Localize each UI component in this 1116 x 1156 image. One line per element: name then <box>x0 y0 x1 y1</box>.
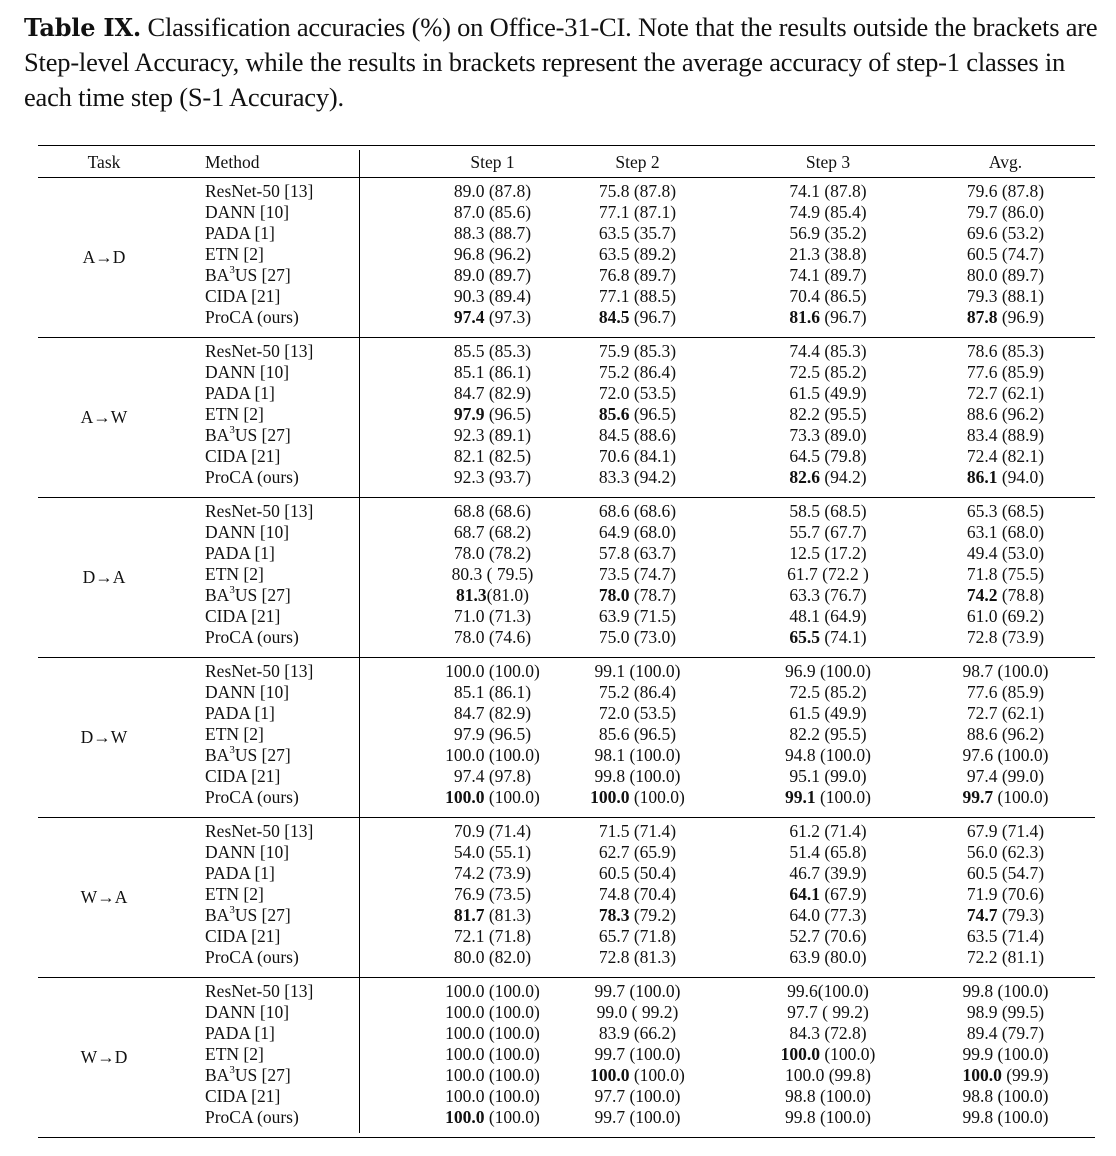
accuracy-cell-s3: 74.1 (87.8) <box>789 181 867 201</box>
accuracy-cell-avg: 98.9 (99.5) <box>966 1002 1045 1022</box>
method-name: PADA [1] <box>205 223 275 243</box>
header-task: Task <box>87 152 121 172</box>
accuracy-cell-avg: 69.6 (53.2) <box>966 223 1045 243</box>
table-row <box>38 1086 1095 1107</box>
accuracy-cell-s3: 65.5 (74.1) <box>789 627 867 647</box>
method-name: CIDA [21] <box>205 446 281 466</box>
table-row <box>38 703 1095 724</box>
task-group <box>38 818 1095 978</box>
table-row <box>38 682 1095 703</box>
method-name: ETN [2] <box>205 564 264 584</box>
accuracy-cell-s1: 54.0 (55.1) <box>453 842 532 862</box>
accuracy-cell-avg: 79.7 (86.0) <box>966 202 1045 222</box>
accuracy-cell-s3: 51.4 (65.8) <box>789 842 867 862</box>
accuracy-cell-s2: 65.7 (71.8) <box>598 926 677 946</box>
table-row <box>38 1107 1095 1128</box>
accuracy-cell-avg: 61.0 (69.2) <box>966 606 1045 626</box>
accuracy-cell-avg: 99.7 (100.0) <box>962 787 1049 807</box>
accuracy-cell-s2: 75.8 (87.8) <box>598 181 677 201</box>
accuracy-cell-avg: 78.6 (85.3) <box>966 341 1045 361</box>
method-name: ProCA (ours) <box>205 467 299 487</box>
table-row <box>38 884 1095 905</box>
accuracy-cell-s2: 74.8 (70.4) <box>598 884 677 904</box>
table-row <box>38 1023 1095 1044</box>
method-name: ProCA (ours) <box>205 787 299 807</box>
accuracy-cell-avg: 72.8 (73.9) <box>966 627 1045 647</box>
method-name: ResNet-50 [13] <box>205 181 314 201</box>
accuracy-cell-s3: 61.2 (71.4) <box>789 821 867 841</box>
accuracy-cell-s2: 63.5 (89.2) <box>598 244 677 264</box>
accuracy-cell-s2: 83.9 (66.2) <box>598 1023 677 1043</box>
table-row <box>38 446 1095 467</box>
accuracy-cell-s3: 94.8 (100.0) <box>784 745 872 765</box>
accuracy-cell-s2: 75.2 (86.4) <box>598 362 677 382</box>
accuracy-cell-s1: 71.0 (71.3) <box>453 606 532 626</box>
table-row <box>38 661 1095 682</box>
accuracy-cell-avg: 97.6 (100.0) <box>962 745 1049 765</box>
accuracy-cell-s1: 80.3 ( 79.5) <box>451 564 534 584</box>
accuracy-cell-avg: 87.8 (96.9) <box>966 307 1045 327</box>
accuracy-cell-s2: 71.5 (71.4) <box>598 821 677 841</box>
accuracy-cell-s3: 99.1 (100.0) <box>784 787 872 807</box>
accuracy-cell-s1: 72.1 (71.8) <box>453 926 532 946</box>
task-label: A→D <box>82 247 126 267</box>
accuracy-cell-avg: 49.4 (53.0) <box>966 543 1045 563</box>
method-name: CIDA [21] <box>205 766 281 786</box>
method-name: ETN [2] <box>205 724 264 744</box>
table-row <box>38 543 1095 564</box>
method-name: ProCA (ours) <box>205 1107 299 1127</box>
accuracy-cell-s2: 62.7 (65.9) <box>598 842 677 862</box>
method-name: ResNet-50 [13] <box>205 341 314 361</box>
table-row <box>38 307 1095 328</box>
method-name: CIDA [21] <box>205 286 281 306</box>
accuracy-cell-s1: 70.9 (71.4) <box>453 821 532 841</box>
task-label: A→W <box>80 407 128 427</box>
accuracy-cell-s3: 99.8 (100.0) <box>784 1107 872 1127</box>
accuracy-cell-s1: 76.9 (73.5) <box>453 884 532 904</box>
accuracy-cell-s1: 68.7 (68.2) <box>453 522 532 542</box>
accuracy-cell-s1: 100.0 (100.0) <box>445 981 540 1001</box>
accuracy-cell-s2: 75.9 (85.3) <box>598 341 677 361</box>
accuracy-cell-avg: 74.2 (78.8) <box>966 585 1045 605</box>
accuracy-cell-avg: 89.4 (79.7) <box>966 1023 1045 1043</box>
accuracy-cell-s3: 97.7 ( 99.2) <box>787 1002 869 1022</box>
method-name: $BA^3US$ [27] <box>205 1064 291 1085</box>
task-label: W→D <box>80 1047 128 1067</box>
accuracy-cell-s2: 72.0 (53.5) <box>598 703 677 723</box>
accuracy-cell-avg: 98.7 (100.0) <box>962 661 1049 681</box>
method-name: $BA^3US$ [27] <box>205 904 291 925</box>
method-name: ResNet-50 [13] <box>205 661 314 681</box>
accuracy-cell-avg: 98.8 (100.0) <box>962 1086 1049 1106</box>
accuracy-cell-s2: 100.0 (100.0) <box>590 787 685 807</box>
accuracy-cell-s2: 85.6 (96.5) <box>598 724 677 744</box>
accuracy-cell-s2: 99.7 (100.0) <box>594 1044 681 1064</box>
accuracy-cell-s2: 97.7 (100.0) <box>594 1086 681 1106</box>
task-group <box>38 498 1095 658</box>
accuracy-cell-s1: 96.8 (96.2) <box>453 244 532 264</box>
table-row <box>38 981 1095 1002</box>
method-name: DANN [10] <box>205 202 290 222</box>
accuracy-cell-s3: 52.7 (70.6) <box>789 926 867 946</box>
table-row <box>38 425 1095 446</box>
method-name: PADA [1] <box>205 703 275 723</box>
accuracy-cell-avg: 74.7 (79.3) <box>966 905 1045 925</box>
accuracy-cell-s1: 100.0 (100.0) <box>445 661 540 681</box>
accuracy-cell-s3: 84.3 (72.8) <box>789 1023 867 1043</box>
caption-label: Table IX. <box>24 13 142 42</box>
method-name: ProCA (ours) <box>205 307 299 327</box>
accuracy-cell-s2: 75.0 (73.0) <box>598 627 677 647</box>
accuracy-cell-s1: 84.7 (82.9) <box>453 703 532 723</box>
accuracy-cell-s1: 89.0 (87.8) <box>453 181 532 201</box>
accuracy-cell-s1: 74.2 (73.9) <box>453 863 532 883</box>
method-name: ResNet-50 [13] <box>205 981 314 1001</box>
accuracy-cell-s3: 70.4 (86.5) <box>789 286 867 306</box>
accuracy-cell-s3: 100.0 (99.8) <box>784 1065 872 1085</box>
accuracy-cell-avg: 100.0 (99.9) <box>962 1065 1049 1085</box>
accuracy-cell-s1: 82.1 (82.5) <box>453 446 532 466</box>
table-row <box>38 564 1095 585</box>
accuracy-cell-s2: 72.0 (53.5) <box>598 383 677 403</box>
task-group <box>38 338 1095 498</box>
accuracy-cell-s1: 100.0 (100.0) <box>445 1086 540 1106</box>
accuracy-cell-s3: 82.2 (95.5) <box>789 724 867 744</box>
accuracy-cell-s3: 99.6(100.0) <box>787 981 869 1001</box>
table-row <box>38 181 1095 202</box>
method-name: DANN [10] <box>205 842 290 862</box>
table-row <box>38 745 1095 766</box>
accuracy-cell-s1: 90.3 (89.4) <box>453 286 532 306</box>
accuracy-cell-s2: 98.1 (100.0) <box>594 745 681 765</box>
accuracy-cell-avg: 86.1 (94.0) <box>966 467 1045 487</box>
accuracy-cell-s2: 78.3 (79.2) <box>598 905 677 925</box>
accuracy-cell-s2: 76.8 (89.7) <box>598 265 677 285</box>
method-name: ProCA (ours) <box>205 947 299 967</box>
results-table <box>38 145 1095 1138</box>
accuracy-cell-avg: 63.1 (68.0) <box>966 522 1045 542</box>
method-name: $BA^3US$ [27] <box>205 584 291 605</box>
accuracy-cell-s2: 72.8 (81.3) <box>598 947 677 967</box>
accuracy-cell-avg: 60.5 (54.7) <box>966 863 1045 883</box>
accuracy-cell-s1: 85.5 (85.3) <box>453 341 532 361</box>
method-name: PADA [1] <box>205 1023 275 1043</box>
table-row <box>38 821 1095 842</box>
task-group <box>38 978 1095 1137</box>
table-row <box>38 383 1095 404</box>
method-name: ResNet-50 [13] <box>205 501 314 521</box>
method-name: DANN [10] <box>205 522 290 542</box>
table-row <box>38 724 1095 745</box>
accuracy-cell-avg: 88.6 (96.2) <box>966 404 1045 424</box>
accuracy-cell-s2: 78.0 (78.7) <box>598 585 677 605</box>
accuracy-cell-s2: 64.9 (68.0) <box>598 522 677 542</box>
accuracy-cell-s3: 63.9 (80.0) <box>789 947 867 967</box>
accuracy-cell-s3: 48.1 (64.9) <box>789 606 867 626</box>
accuracy-cell-avg: 60.5 (74.7) <box>966 244 1045 264</box>
accuracy-cell-s2: 63.9 (71.5) <box>598 606 677 626</box>
accuracy-cell-avg: 65.3 (68.5) <box>966 501 1045 521</box>
table-row <box>38 947 1095 968</box>
accuracy-cell-s1: 100.0 (100.0) <box>445 1044 540 1064</box>
accuracy-cell-avg: 99.9 (100.0) <box>962 1044 1049 1064</box>
accuracy-cell-s3: 61.5 (49.9) <box>789 383 867 403</box>
accuracy-cell-s2: 99.8 (100.0) <box>594 766 681 786</box>
accuracy-cell-s2: 60.5 (50.4) <box>598 863 677 883</box>
table-caption <box>24 10 1112 115</box>
accuracy-cell-s3: 58.5 (68.5) <box>789 501 867 521</box>
accuracy-cell-avg: 71.8 (75.5) <box>966 564 1045 584</box>
table-row <box>38 905 1095 926</box>
accuracy-cell-s2: 75.2 (86.4) <box>598 682 677 702</box>
accuracy-cell-s1: 78.0 (78.2) <box>453 543 532 563</box>
accuracy-cell-avg: 97.4 (99.0) <box>966 766 1045 786</box>
accuracy-cell-s2: 83.3 (94.2) <box>598 467 677 487</box>
accuracy-cell-s2: 77.1 (87.1) <box>598 202 677 222</box>
accuracy-cell-s3: 21.3 (38.8) <box>789 244 867 264</box>
accuracy-cell-s2: 77.1 (88.5) <box>598 286 677 306</box>
table-row <box>38 244 1095 265</box>
method-name: CIDA [21] <box>205 926 281 946</box>
table-row <box>38 362 1095 383</box>
accuracy-cell-s1: 80.0 (82.0) <box>453 947 532 967</box>
table-row <box>38 1002 1095 1023</box>
table-row <box>38 501 1095 522</box>
accuracy-cell-avg: 72.2 (81.1) <box>966 947 1045 967</box>
accuracy-cell-s1: 100.0 (100.0) <box>445 1023 540 1043</box>
accuracy-cell-s3: 64.5 (79.8) <box>789 446 867 466</box>
accuracy-cell-s2: 57.8 (63.7) <box>598 543 677 563</box>
method-name: ETN [2] <box>205 884 264 904</box>
accuracy-cell-avg: 63.5 (71.4) <box>966 926 1045 946</box>
accuracy-cell-s1: 88.3 (88.7) <box>453 223 532 243</box>
table-row <box>38 522 1095 543</box>
table-row <box>38 787 1095 808</box>
accuracy-cell-s3: 74.9 (85.4) <box>789 202 867 222</box>
table-header <box>38 146 1095 178</box>
method-name: ETN [2] <box>205 404 264 424</box>
method-name: PADA [1] <box>205 863 275 883</box>
accuracy-cell-s2: 100.0 (100.0) <box>590 1065 685 1085</box>
table-row <box>38 627 1095 648</box>
accuracy-cell-s3: 46.7 (39.9) <box>789 863 867 883</box>
task-label: D→W <box>80 727 128 747</box>
accuracy-cell-s1: 85.1 (86.1) <box>453 362 532 382</box>
accuracy-cell-s2: 99.0 ( 99.2) <box>596 1002 679 1022</box>
accuracy-cell-avg: 77.6 (85.9) <box>966 682 1045 702</box>
accuracy-cell-avg: 79.3 (88.1) <box>966 286 1045 306</box>
accuracy-cell-s3: 73.3 (89.0) <box>789 425 867 445</box>
accuracy-cell-s1: 97.4 (97.3) <box>453 307 532 327</box>
table-body <box>38 178 1095 1137</box>
accuracy-cell-avg: 99.8 (100.0) <box>962 1107 1049 1127</box>
header-step1: Step 1 <box>470 152 515 172</box>
method-name: DANN [10] <box>205 1002 290 1022</box>
table-row <box>38 606 1095 627</box>
accuracy-cell-avg: 56.0 (62.3) <box>966 842 1045 862</box>
header-step3: Step 3 <box>805 152 851 172</box>
table-row <box>38 1044 1095 1065</box>
accuracy-cell-avg: 71.9 (70.6) <box>966 884 1045 904</box>
accuracy-cell-s3: 81.6 (96.7) <box>789 307 867 327</box>
accuracy-cell-s1: 87.0 (85.6) <box>453 202 532 222</box>
task-group <box>38 658 1095 818</box>
accuracy-cell-s2: 70.6 (84.1) <box>598 446 677 466</box>
table-row <box>38 585 1095 606</box>
method-name: CIDA [21] <box>205 606 281 626</box>
accuracy-cell-s1: 92.3 (89.1) <box>453 425 532 445</box>
accuracy-cell-s2: 68.6 (68.6) <box>598 501 677 521</box>
accuracy-cell-s1: 100.0 (100.0) <box>445 1065 540 1085</box>
header-method: Method <box>205 152 260 172</box>
table-row <box>38 842 1095 863</box>
table-row <box>38 404 1095 425</box>
accuracy-cell-s1: 81.7 (81.3) <box>453 905 532 925</box>
accuracy-cell-s2: 84.5 (88.6) <box>598 425 677 445</box>
caption-text: Classification accuracies (%) on Office-31-CI. Note that the results outside the brackets are Step-level Accuracy, while the results in brackets represent the average accuracy of step-1 classes in each time step (S-1 Accuracy). <box>24 12 1098 112</box>
method-name: CIDA [21] <box>205 1086 281 1106</box>
method-name: ETN [2] <box>205 1044 264 1064</box>
accuracy-cell-s1: 100.0 (100.0) <box>445 1002 540 1022</box>
accuracy-cell-s3: 61.7 (72.2 ) <box>787 564 869 584</box>
method-name: ETN [2] <box>205 244 264 264</box>
method-name: ResNet-50 [13] <box>205 821 314 841</box>
accuracy-cell-avg: 77.6 (85.9) <box>966 362 1045 382</box>
table-row <box>38 286 1095 307</box>
accuracy-cell-s2: 99.1 (100.0) <box>594 661 681 681</box>
accuracy-cell-s3: 74.4 (85.3) <box>789 341 867 361</box>
table-row <box>38 341 1095 362</box>
accuracy-cell-s1: 92.3 (93.7) <box>453 467 532 487</box>
accuracy-cell-s3: 55.7 (67.7) <box>789 522 867 542</box>
accuracy-cell-s2: 85.6 (96.5) <box>598 404 677 424</box>
accuracy-cell-s3: 64.1 (67.9) <box>789 884 867 904</box>
accuracy-cell-s3: 72.5 (85.2) <box>789 682 867 702</box>
accuracy-cell-s3: 64.0 (77.3) <box>789 905 867 925</box>
accuracy-cell-s2: 73.5 (74.7) <box>598 564 677 584</box>
accuracy-cell-s1: 81.3(81.0) <box>456 585 529 605</box>
method-name: $BA^3US$ [27] <box>205 424 291 445</box>
accuracy-cell-s1: 68.8 (68.6) <box>453 501 532 521</box>
accuracy-cell-s1: 100.0 (100.0) <box>445 1107 540 1127</box>
accuracy-cell-s2: 63.5 (35.7) <box>598 223 677 243</box>
table-row <box>38 223 1095 244</box>
table-row <box>38 467 1095 488</box>
accuracy-cell-s1: 85.1 (86.1) <box>453 682 532 702</box>
method-name: $BA^3US$ [27] <box>205 264 291 285</box>
accuracy-cell-s3: 74.1 (89.7) <box>789 265 867 285</box>
table-row <box>38 265 1095 286</box>
accuracy-cell-s3: 61.5 (49.9) <box>789 703 867 723</box>
accuracy-cell-s3: 100.0 (100.0) <box>780 1044 876 1064</box>
accuracy-cell-s3: 63.3 (76.7) <box>789 585 867 605</box>
accuracy-cell-s3: 98.8 (100.0) <box>784 1086 872 1106</box>
accuracy-cell-s1: 89.0 (89.7) <box>453 265 532 285</box>
accuracy-cell-s3: 72.5 (85.2) <box>789 362 867 382</box>
method-name: ProCA (ours) <box>205 627 299 647</box>
accuracy-cell-s3: 12.5 (17.2) <box>789 543 867 563</box>
accuracy-cell-s3: 82.2 (95.5) <box>789 404 867 424</box>
accuracy-cell-s1: 97.9 (96.5) <box>453 724 532 744</box>
method-name: DANN [10] <box>205 362 290 382</box>
accuracy-cell-avg: 99.8 (100.0) <box>962 981 1049 1001</box>
header-avg: Avg. <box>988 152 1023 172</box>
method-name: PADA [1] <box>205 383 275 403</box>
accuracy-cell-s3: 82.6 (94.2) <box>789 467 867 487</box>
method-name: PADA [1] <box>205 543 275 563</box>
header-step2: Step 2 <box>615 152 660 172</box>
accuracy-cell-s1: 100.0 (100.0) <box>445 787 540 807</box>
accuracy-cell-s3: 96.9 (100.0) <box>784 661 872 681</box>
accuracy-cell-s2: 99.7 (100.0) <box>594 1107 681 1127</box>
accuracy-cell-s2: 84.5 (96.7) <box>598 307 677 327</box>
accuracy-cell-avg: 67.9 (71.4) <box>966 821 1045 841</box>
accuracy-cell-avg: 80.0 (89.7) <box>966 265 1045 285</box>
table-row <box>38 926 1095 947</box>
accuracy-cell-avg: 72.7 (62.1) <box>966 383 1045 403</box>
accuracy-cell-s1: 100.0 (100.0) <box>445 745 540 765</box>
method-name: DANN [10] <box>205 682 290 702</box>
accuracy-cell-s1: 97.9 (96.5) <box>453 404 532 424</box>
accuracy-cell-s1: 84.7 (82.9) <box>453 383 532 403</box>
accuracy-cell-avg: 88.6 (96.2) <box>966 724 1045 744</box>
accuracy-cell-s3: 95.1 (99.0) <box>789 766 867 786</box>
accuracy-cell-avg: 72.4 (82.1) <box>966 446 1045 466</box>
method-name: $BA^3US$ [27] <box>205 744 291 765</box>
table-row <box>38 1065 1095 1086</box>
accuracy-cell-avg: 79.6 (87.8) <box>966 181 1045 201</box>
accuracy-cell-avg: 72.7 (62.1) <box>966 703 1045 723</box>
table-row <box>38 863 1095 884</box>
accuracy-cell-s2: 99.7 (100.0) <box>594 981 681 1001</box>
accuracy-cell-avg: 83.4 (88.9) <box>966 425 1045 445</box>
accuracy-cell-s1: 97.4 (97.8) <box>453 766 532 786</box>
accuracy-cell-s3: 56.9 (35.2) <box>789 223 867 243</box>
task-label: W→A <box>80 887 128 907</box>
table-row <box>38 766 1095 787</box>
task-group <box>38 178 1095 338</box>
task-label: D→A <box>82 567 126 587</box>
accuracy-cell-s1: 78.0 (74.6) <box>453 627 532 647</box>
table-row <box>38 202 1095 223</box>
